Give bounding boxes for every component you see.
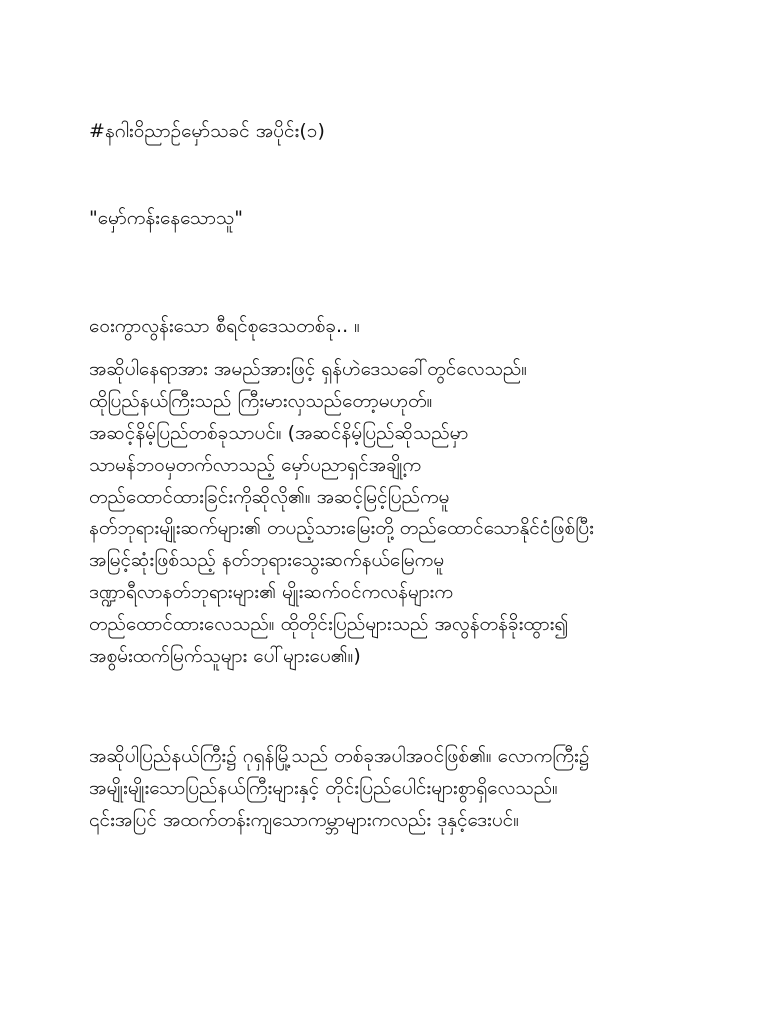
paragraph-line: တည်ထောင်ထားခြင်းကိုဆိုလို၏။ အဆင့်မြင့်ပြည်ကမူ xyxy=(89,486,450,508)
document-heading: #နဂါးဝိညာဉ်မှော်သခင် အပိုင်း(၁) xyxy=(89,120,325,142)
paragraph-line: ၎င်းအပြင် အထက်တန်းကျသောကမ္ဘာများကလည်း ဒုနှင့်ဒေးပင်။ xyxy=(89,809,519,831)
paragraph-line: သာမန်ဘဝမှတက်လာသည့် မှော်ပညာရှင်အချို့က xyxy=(89,454,422,476)
paragraph-line: နတ်ဘုရားမျိုးဆက်များ၏ တပည့်သားမြေးတို့ တည်ထောင်သောနိုင်ငံဖြစ်ပြီး xyxy=(89,517,594,539)
opening-line: ဝေးကွာလွန်းသော စီရင်စုဒေသတစ်ခု.. ။ xyxy=(89,315,360,337)
paragraph-line: အဆိုပါပြည်နယ်ကြီး၌ ဂုရှန်မြို့သည် တစ်ခုအပါအဝင်ဖြစ်၏။ လောကကြီး၌ xyxy=(89,745,590,767)
paragraph-line: အမျိုးမျိုးသောပြည်နယ်ကြီးများနှင့် တိုင်းပြည်ပေါင်းများစွာရှိလေသည်။ xyxy=(89,777,558,799)
paragraph-line: ဒဏ္ဍာရီလာနတ်ဘုရားများ၏ မျိုးဆက်ဝင်ကလန်များက xyxy=(89,581,453,603)
paragraph-line: အမြင့်ဆုံးဖြစ်သည့် နတ်ဘုရားသွေးဆက်နယ်မြေကမူ xyxy=(89,549,445,571)
paragraph-line: အဆင့်နိမ့်ပြည်တစ်ခုသာပင်။ (အဆင်နိမ့်ပြည်ဆိုသည်မှာ xyxy=(89,422,469,444)
paragraph-line: အဆိုပါနေရာအား အမည်အားဖြင့် ရှန်ဟဲဒေသခေါ်တွင်လေသည်။ xyxy=(89,358,527,380)
paragraph-line: တည်ထောင်ထားလေသည်။ ထိုတိုင်းပြည်များသည် အလွန်တန်ခိုးထွား၍ xyxy=(89,613,569,635)
chapter-title: "မှော်ကန်းနေသောသူ" xyxy=(89,207,243,229)
paragraph-line: ထိုပြည်နယ်ကြီးသည် ကြီးမားလှသည်တော့မဟုတ်။ xyxy=(89,390,433,412)
paragraph-line: အစွမ်းထက်မြက်သူများ ပေါ်များပေ၏။) xyxy=(89,645,361,667)
